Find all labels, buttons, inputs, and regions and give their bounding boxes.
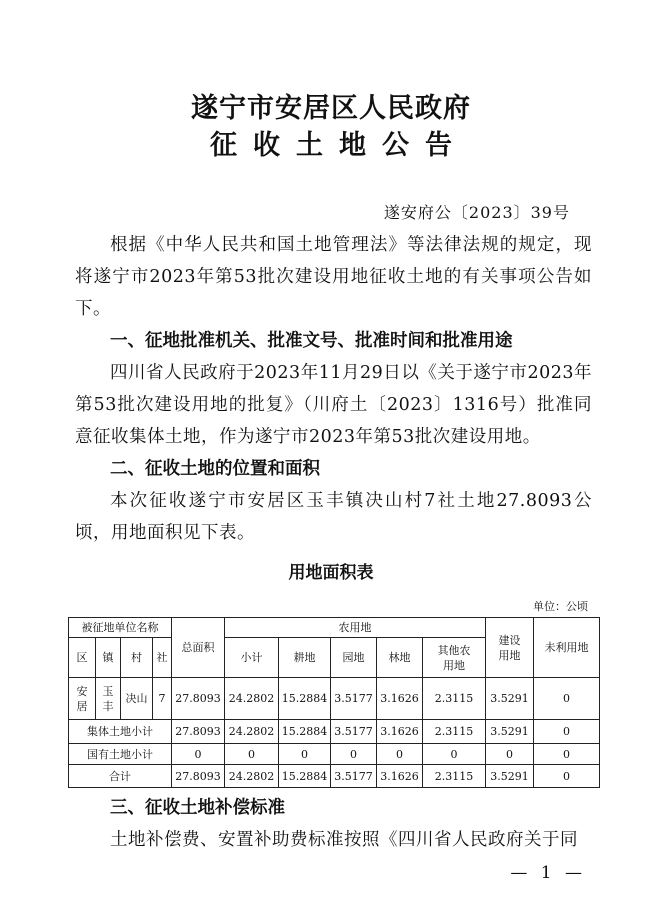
cell-town: 玉丰 [96,678,121,720]
cell-district: 安居 [69,678,96,720]
cell-cultivated: 15.2884 [279,678,331,720]
land-area-table [68,617,600,788]
header-construction: 建设用地 [486,618,534,678]
cell-garden: 3.5177 [331,678,377,720]
header-group: 社 [153,638,172,678]
header-other-farm: 其他农用地 [423,638,486,678]
state-construction: 0 [486,744,534,765]
collective-other-farm: 2.3115 [423,720,486,744]
cell-total: 27.8093 [172,678,225,720]
header-district: 区 [69,638,96,678]
sum-forest: 3.1626 [377,765,423,788]
cell-forest: 3.1626 [377,678,423,720]
title-line-1: 遂宁市安居区人民政府 [191,93,471,124]
sum-construction: 3.5291 [486,765,534,788]
sum-cultivated: 15.2884 [279,765,331,788]
state-cultivated: 0 [279,744,331,765]
sum-other-farm: 2.3115 [423,765,486,788]
section-1-text: 四川省人民政府于2023年11月29日以《关于遂宁市2023年第53批次建设用地的批复》（川府土〔2023〕1316号）批准同意征收集体土地，作为遂宁市2023年第53批次建设用地。 [75,363,592,447]
table-row-state [69,744,600,765]
table-unit: 单位：公顷 [533,600,588,613]
state-unused: 0 [534,744,600,765]
collective-total: 27.8093 [172,720,225,744]
collective-garden: 3.5177 [331,720,377,744]
header-unused: 未利用地 [534,618,600,678]
cell-group: 7 [153,678,172,720]
section-2-text: 本次征收遂宁市安居区玉丰镇决山村7社土地27.8093公顷，用地面积见下表。 [75,491,592,543]
header-town: 镇 [96,638,121,678]
sum-garden: 3.5177 [331,765,377,788]
state-other-farm: 0 [423,744,486,765]
page-number: — 1 — [510,863,586,883]
header-garden: 园地 [331,638,377,678]
title-line-2: 征收土地公告 [210,130,468,161]
state-label: 国有土地小计 [69,744,172,765]
section-2-heading: 二、征收土地的位置和面积 [110,459,320,479]
cell-unused: 0 [534,678,600,720]
section-1-heading: 一、征地批准机关、批准文号、批准时间和批准用途 [110,331,513,351]
table-title: 用地面积表 [288,563,374,583]
table-header-row-1 [69,618,600,638]
state-forest: 0 [377,744,423,765]
cell-village: 决山 [121,678,153,720]
table-row-collective [69,720,600,744]
collective-subtotal: 24.2802 [225,720,279,744]
document-number: 遂安府公〔2023〕39号 [383,203,570,222]
table-row [69,678,600,720]
state-subtotal: 0 [225,744,279,765]
header-farmland: 农用地 [225,618,486,638]
collective-label: 集体土地小计 [69,720,172,744]
collective-construction: 3.5291 [486,720,534,744]
state-garden: 0 [331,744,377,765]
sum-unused: 0 [534,765,600,788]
state-total: 0 [172,744,225,765]
collective-cultivated: 15.2884 [279,720,331,744]
table-row-sum [69,765,600,788]
header-forest: 林地 [377,638,423,678]
header-village: 村 [121,638,153,678]
header-subtotal: 小计 [225,638,279,678]
header-unit-name: 被征地单位名称 [69,618,172,638]
collective-unused: 0 [534,720,600,744]
intro-paragraph: 根据《中华人民共和国土地管理法》等法律法规的规定，现将遂宁市2023年第53批次建设用地征收土地的有关事项公告如下。 [75,235,592,319]
sum-subtotal: 24.2802 [225,765,279,788]
cell-construction: 3.5291 [486,678,534,720]
collective-forest: 3.1626 [377,720,423,744]
section-3-text: 土地补偿费、安置补助费标准按照《四川省人民政府关于同 [110,830,578,850]
cell-other-farm: 2.3115 [423,678,486,720]
sum-label: 合计 [69,765,172,788]
header-total: 总面积 [172,618,225,678]
sum-total: 27.8093 [172,765,225,788]
section-3-heading: 三、征收土地补偿标准 [110,798,285,818]
cell-subtotal: 24.2802 [225,678,279,720]
header-cultivated: 耕地 [279,638,331,678]
